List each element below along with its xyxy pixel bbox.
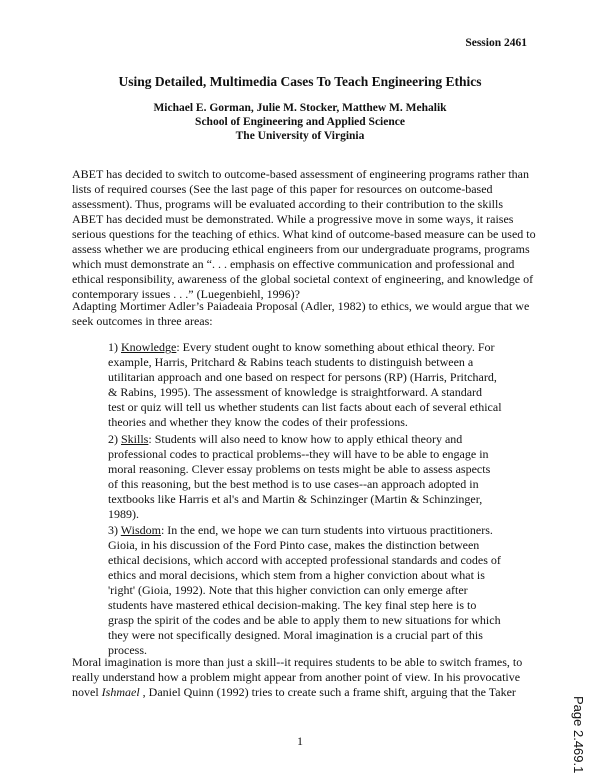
text-line: students have mastered ethical decision-making. The key final step here is to [108, 598, 477, 612]
list-item-knowledge [108, 340, 508, 430]
session-label: Session 2461 [465, 37, 527, 49]
author-names: Michael E. Gorman, Julie M. Stocker, Matthew M. Mehalik [153, 102, 447, 114]
text-line: 'right' (Gioia, 1992). Note that this higher conviction can only emerge after [108, 583, 468, 597]
text-line: textbooks like Harris et al's and Martin & Schinzinger (Martin & Schinzinger, [108, 492, 483, 506]
text-line: 3) Wisdom: In the end, we hope we can turn students into virtuous practitioners. [108, 523, 493, 537]
list-item-wisdom [108, 523, 508, 658]
text-line: contemporary issues . . .” (Luegenbiehl, 1996)? [72, 287, 300, 301]
paper-title: Using Detailed, Multimedia Cases To Teach Engineering Ethics [118, 74, 482, 89]
paragraph-adler [72, 299, 532, 329]
book-title-ishmael: Ishmael [101, 685, 140, 699]
text-line: serious questions for the teaching of ethics. What kind of outcome-based measure can be used to [72, 227, 536, 241]
text-line: Adapting Mortimer Adler’s Paiadeaia Proposal (Adler, 1982) to ethics, we would argue that we [72, 299, 530, 313]
text-line: process. [108, 643, 147, 657]
text-line: ABET has decided to switch to outcome-based assessment of engineering programs rather than [72, 167, 529, 181]
author-university: The University of Virginia [235, 130, 365, 142]
text-line: Moral imagination is more than just a skill--it requires students to be able to switch frames, to [72, 655, 523, 669]
text-line: ethics and moral decisions, which stem from a higher conviction about what is [108, 568, 485, 582]
text-line: 1989). [108, 507, 139, 521]
text-line: moral reasoning. Clever essay problems on tests might be able to assess aspects [108, 462, 491, 476]
text-line: 2) Skills: Students will also need to know how to apply ethical theory and [108, 432, 463, 446]
text-line: example, Harris, Pritchard & Rabins teach students to distinguish between a [108, 355, 474, 369]
text-line: professional codes to practical problems--they will have to be able to engage in [108, 447, 489, 461]
paragraph-abet [72, 167, 536, 302]
text-line: grasp the spirit of the codes and be able to apply them to new situations for which [108, 613, 501, 627]
text-line: lists of required courses (See the last page of this paper for resources on outcome-based [72, 182, 493, 196]
text-line: ABET has decided must be demonstrated. While a progressive move in some ways, it raises [72, 212, 514, 226]
text-line: Gioia, in his discussion of the Ford Pinto case, makes the distinction between [108, 538, 480, 552]
text-line: & Rabins, 1995). The assessment of knowledge is straightforward. A standard [108, 385, 483, 399]
text-line: they were not specifically designed. Moral imagination is a crucial part of this [108, 628, 483, 642]
page-number: 1 [297, 734, 303, 748]
term-skills: Skills [121, 432, 149, 446]
text-line: of this reasoning, but the best method is to use cases--an approach adopted in [108, 477, 479, 491]
text-line: assessment). Thus, programs will be evaluated according to their contribution to the skills [72, 197, 504, 211]
text-line: assess whether we are producing ethical engineers from our undergraduate programs, programs [72, 242, 530, 256]
text-line: seek outcomes in three areas: [72, 314, 213, 328]
text-line: ethical responsibility, awareness of the global societal context of engineering, and knowledge of [72, 272, 534, 286]
text-line: theories and whether they know the codes of their professions. [108, 415, 408, 429]
text-line: test or quiz will tell us whether students can list facts about each of several ethical [108, 400, 502, 414]
author-school: School of Engineering and Applied Science [195, 116, 405, 128]
term-knowledge: Knowledge [121, 340, 177, 354]
text-line: which must demonstrate an “. . . emphasis on effective communication and professional and [72, 257, 515, 271]
text-line: utilitarian approach and one based on respect for persons (RP) (Harris, Pritchard, [108, 370, 497, 384]
list-item-skills [108, 432, 508, 522]
text-line: really understand how a problem might appear from another point of view. In his provocative [72, 670, 521, 684]
term-wisdom: Wisdom [120, 523, 161, 537]
text-line: ethical decisions, which accord with accepted professional standards and codes of [108, 553, 501, 567]
text-line: novel Ishmael , Daniel Quinn (1992) tries to create such a frame shift, arguing that the Taker [72, 685, 516, 699]
side-page-label: Page 2.469.1 [571, 696, 586, 774]
text-line: 1) Knowledge: Every student ought to know something about ethical theory. For [108, 340, 495, 354]
paragraph-moral-imagination [72, 655, 532, 700]
